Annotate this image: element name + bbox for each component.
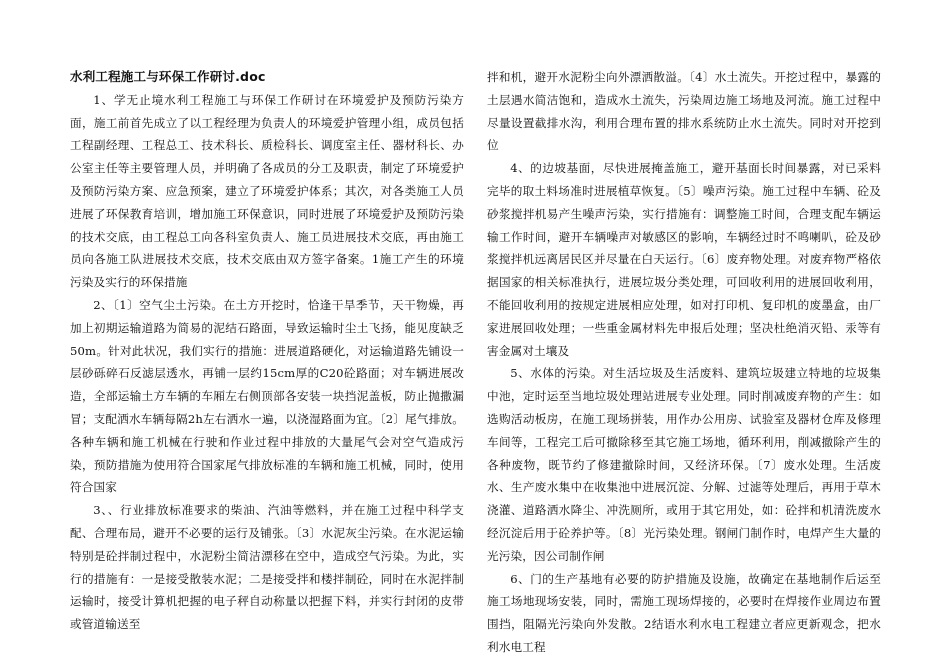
paragraph-6: 6、门的生产基地有必要的防护措施及设施，故确定在基地制作后运至施工场地现场安装，同时，需施工现场焊接的，必要时在焊接作业周边布置围挡，阻隔光污染向外发散。2结语水利水电工程建立者应更新观念，把水利水电工程 — [487, 571, 881, 654]
paragraph-4: 4、的边坡基面，尽快进展掩盖施工，避开基面长时间暴露，对已采料完毕的取土料场准时进展植草恢复。〔5〕噪声污染。施工过程中车辆、砼及砂浆搅拌机易产生噪声污染，实行措施有：调整施工时间，合理支配车辆运输工作时间，避开车辆噪声对敏感区的影响，车辆经过时不鸣喇叭，砼及砂浆搅拌机远离居民区并尽量在白天运行。〔6〕废弃物处理。对废弃物严格依据国家的相关标准执行，进展垃圾分类处理，可回收利用的进展回收利用，不能回收利用的按规定进展相应处理，如对打印机、复印机的废墨盒，由厂家进展回收处理；一些重金属材料先申报后处理；坚决杜绝消灭铅、汞等有害金属对土壤及 — [487, 161, 881, 358]
paragraph-5: 5、水体的污染。对生活垃圾及生活废料、建筑垃圾建立特地的垃圾集中池，定时运至当地垃圾处理站进展专业处理。同时削减废弃物的产生：如选购活动板房，在施工现场拼装，用作办公用房、试验室及器材仓库及修理车间等，工程完工后可撤除移至其它施工场地，循环利用，削减撤除产生的各种废物，既节约了修建撤除时间，又经济环保。〔7〕废水处理。生活废水、生产废水集中在收集池中进展沉淀、分解、过滤等处理后，再用于草木浇灌、道路洒水降尘、冲洗厕所，或用于其它用处，如：砼拌和机清洗废水经沉淀后用于砼养护等。〔8〕光污染处理。钢闸门制作时，电焊产生大量的光污染，因公司制作闸 — [487, 366, 881, 563]
document-title: 水利工程施工与环保工作研讨.doc — [70, 69, 266, 84]
paragraph-1: 1、学无止境水利工程施工与环保工作研讨在环境爱护及预防污染方面，施工前首先成立了以工程经理为负责人的环境爱护管理小组，成员包括工程副经理、工程总工、技术科长、质检科长、调度室主任、器材科长、办公室主任等主要管理人员，并明确了各成员的分工及职责，制定了环境爱护及预防污染方案、应急预案，建立了环境爱护体系；其次，对各类施工人员进展了环保教育培训，增加施工环保意识，同时进展了环境爱护及预防污染的技术交底，由工程总工向各科室负责人、施工员进展技术交底，再由施工员向各施工队进展技术交底，技术交底由双方签字备案。1施工产生的环境污染及实行的环保措施 — [70, 92, 464, 290]
paragraph-2: 2、〔1〕空气尘土污染。在土方开挖时，恰逢干旱季节，天干物燥，再加上初期运输道路为简易的泥结石路面，导致运输时尘土飞扬，能见度缺乏50m。针对此状况，我们实行的措施：进展道路硬化，对运输道路先铺设一层砂砾碎石反滤层透水，再铺一层约15cm厚的C20砼路面；对车辆进展改造，全部运输土方车辆的车厢左右侧顶部各安装一块挡泥盖板，防止抛撒漏冒；支配洒水车辆每隔2h左右洒水一遍，以浇湿路面为宜。〔2〕尾气排放。各种车辆和施工机械在行驶和作业过程中排放的大量尾气会对空气造成污染，预防措施为使用符合国家尾气排放标准的车辆和施工机械，同时，使用符合国家 — [70, 297, 464, 495]
right-column — [487, 66, 881, 659]
paragraph-3: 3、、行业排放标准要求的柴油、汽油等燃料，并在施工过程中科学支配、合理布局，避开不必要的运行及铺张。〔3〕水泥灰尘污染。在水泥运输特别是砼拌制过程中，水泥粉尘简洁漂移在空中，造成空气污染。为此，实行的措施有：一是接受散装水泥；二是接受拌和楼拌制砼，同时在水泥拌制运输时，接受计算机把握的电子秤自动称量以把握下料，并实行封闭的皮带或管道输送至 — [70, 503, 464, 632]
left-column — [70, 66, 464, 636]
paragraph-3-continued: 拌和机，避开水泥粉尘向外漂洒散溢。〔4〕水土流失。开挖过程中，暴露的土层遇水简洁饱和，造成水土流失，污染周边施工场地及河流。施工过程中尽量设置截排水沟，利用合理布置的排水系统防止水土流失。同时对开挖到位 — [487, 70, 881, 153]
